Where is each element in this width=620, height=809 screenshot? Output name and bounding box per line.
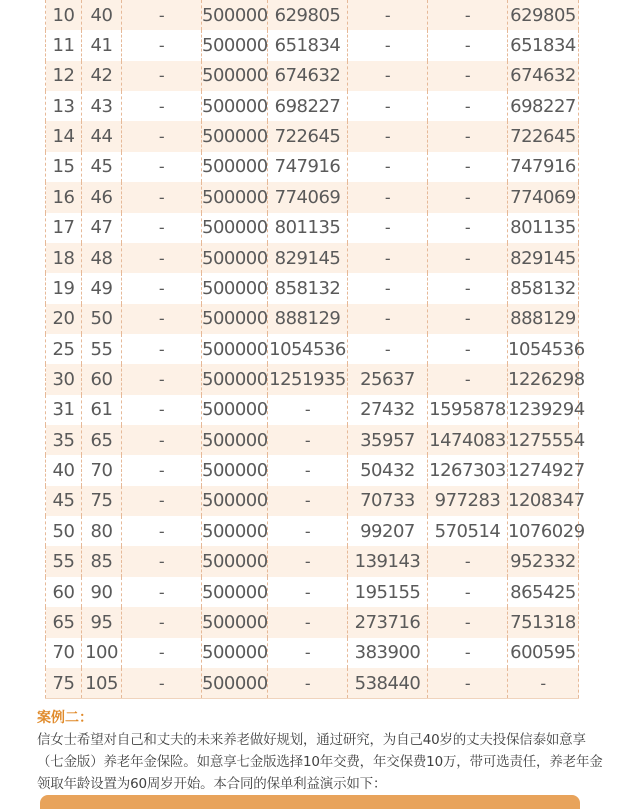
table-cell: 865425 (508, 577, 579, 607)
table-cell: 500000 (202, 91, 268, 121)
table-row (46, 213, 579, 243)
table-cell: 40 (46, 455, 82, 485)
table-cell: - (428, 364, 508, 394)
table-cell: - (122, 546, 202, 576)
table-cell: - (122, 243, 202, 273)
table-cell: 65 (46, 607, 82, 637)
table-row (46, 395, 579, 425)
table-cell: - (348, 182, 428, 212)
table-cell: 100 (82, 638, 122, 668)
table-cell: - (268, 425, 348, 455)
table-cell: - (122, 486, 202, 516)
table-cell: - (428, 638, 508, 668)
table-cell: 20 (46, 304, 82, 334)
table-cell: 99207 (348, 516, 428, 546)
table-cell: 888129 (508, 304, 579, 334)
table-cell: - (348, 152, 428, 182)
benefit-table-body (46, 0, 585, 699)
table-cell: 500000 (202, 455, 268, 485)
table-cell: 90 (82, 577, 122, 607)
table-cell: - (122, 0, 202, 30)
table-row (46, 30, 579, 60)
table-cell: 600595 (508, 638, 579, 668)
table-cell: 41 (82, 30, 122, 60)
table-cell: 500000 (202, 304, 268, 334)
table-cell: - (428, 607, 508, 637)
table-cell: 1474083 (428, 425, 508, 455)
table-cell: 14 (46, 121, 82, 151)
benefit-table (45, 0, 585, 699)
table-cell: - (268, 577, 348, 607)
table-cell: - (428, 0, 508, 30)
table-cell: 500000 (202, 364, 268, 394)
table-row (46, 516, 579, 546)
table-cell: 500000 (202, 425, 268, 455)
table-cell: 722645 (268, 121, 348, 151)
table-cell: - (122, 121, 202, 151)
table-cell: 11 (46, 30, 82, 60)
table-row (46, 638, 579, 668)
table-cell: 60 (46, 577, 82, 607)
table-cell: - (348, 0, 428, 30)
table-cell: - (348, 30, 428, 60)
table-cell: 1054536 (268, 334, 348, 364)
table-cell: - (122, 30, 202, 60)
table-cell: - (122, 455, 202, 485)
table-cell: - (348, 121, 428, 151)
table-row (46, 304, 579, 334)
table-cell: - (348, 61, 428, 91)
table-cell: 65 (82, 425, 122, 455)
table-cell: 500000 (202, 607, 268, 637)
table-cell: - (348, 273, 428, 303)
table-row (46, 486, 579, 516)
table-cell: 45 (82, 152, 122, 182)
table-cell: - (428, 61, 508, 91)
table-cell: 801135 (508, 213, 579, 243)
table-cell: 85 (82, 546, 122, 576)
case-section (37, 708, 603, 795)
table-cell: - (268, 638, 348, 668)
table-cell: 500000 (202, 516, 268, 546)
table-cell: 50432 (348, 455, 428, 485)
table-cell: 13 (46, 91, 82, 121)
table-row (46, 546, 579, 576)
table-cell: 698227 (508, 91, 579, 121)
table-cell: 1595878 (428, 395, 508, 425)
table-cell: 25637 (348, 364, 428, 394)
table-cell: 500000 (202, 121, 268, 151)
table-cell: 751318 (508, 607, 579, 637)
table-cell: - (268, 395, 348, 425)
table-cell: - (268, 668, 348, 699)
table-cell: 500000 (202, 61, 268, 91)
table-cell: 49 (82, 273, 122, 303)
table-cell: 774069 (268, 182, 348, 212)
table-cell: - (122, 213, 202, 243)
table-cell: - (122, 638, 202, 668)
table-cell: 95 (82, 607, 122, 637)
table-cell: - (122, 91, 202, 121)
table-cell: - (428, 121, 508, 151)
table-cell: - (122, 182, 202, 212)
table-cell: 1226298 (508, 364, 579, 394)
table-cell: 1251935 (268, 364, 348, 394)
table-cell: 651834 (508, 30, 579, 60)
table-cell: 25 (46, 334, 82, 364)
table-cell: - (428, 334, 508, 364)
table-cell: - (122, 61, 202, 91)
table-cell: 195155 (348, 577, 428, 607)
table-cell: 27432 (348, 395, 428, 425)
table-row (46, 364, 579, 394)
table-cell: 500000 (202, 0, 268, 30)
table-cell: - (348, 243, 428, 273)
table-row (46, 334, 579, 364)
table-cell: 1267303 (428, 455, 508, 485)
table-cell: 570514 (428, 516, 508, 546)
table-cell: 17 (46, 213, 82, 243)
table-cell: 500000 (202, 213, 268, 243)
table-cell: 31 (46, 395, 82, 425)
table-cell: - (122, 273, 202, 303)
table-cell: 651834 (268, 30, 348, 60)
table-cell: 47 (82, 213, 122, 243)
table-cell: - (428, 243, 508, 273)
table-cell: 19 (46, 273, 82, 303)
table-cell: 500000 (202, 182, 268, 212)
table-cell: 139143 (348, 546, 428, 576)
table-cell: 70 (46, 638, 82, 668)
table-cell: - (122, 152, 202, 182)
table-cell: - (122, 577, 202, 607)
table-cell: 538440 (348, 668, 428, 699)
table-row (46, 577, 579, 607)
table-cell: 70733 (348, 486, 428, 516)
table-cell: 500000 (202, 395, 268, 425)
table-cell: 18 (46, 243, 82, 273)
table-cell: - (428, 546, 508, 576)
table-cell: - (428, 30, 508, 60)
table-cell: - (268, 455, 348, 485)
table-row (46, 243, 579, 273)
table-row (46, 152, 579, 182)
table-cell: 747916 (268, 152, 348, 182)
table-cell: 858132 (508, 273, 579, 303)
table-cell: 500000 (202, 668, 268, 699)
table-cell: 977283 (428, 486, 508, 516)
table-cell: 500000 (202, 638, 268, 668)
table-cell: - (428, 213, 508, 243)
table-cell: 273716 (348, 607, 428, 637)
table-cell: - (428, 668, 508, 699)
table-cell: 1274927 (508, 455, 579, 485)
table-cell: 50 (82, 304, 122, 334)
table-cell: - (428, 152, 508, 182)
table-cell: 12 (46, 61, 82, 91)
table-cell: 43 (82, 91, 122, 121)
table-cell: 629805 (268, 0, 348, 30)
table-row (46, 0, 579, 30)
table-row (46, 425, 579, 455)
table-cell: 1239294 (508, 395, 579, 425)
table-cell: 952332 (508, 546, 579, 576)
table-cell: 747916 (508, 152, 579, 182)
table-cell: 629805 (508, 0, 579, 30)
table-cell: 801135 (268, 213, 348, 243)
table-cell: 55 (82, 334, 122, 364)
table-cell: 10 (46, 0, 82, 30)
table-row (46, 607, 579, 637)
table-cell: 774069 (508, 182, 579, 212)
table-cell: - (122, 304, 202, 334)
table-cell: 829145 (508, 243, 579, 273)
benefit-table-container (45, 0, 585, 699)
table-cell: 500000 (202, 546, 268, 576)
table-cell: 60 (82, 364, 122, 394)
table-cell: 15 (46, 152, 82, 182)
table-cell: - (268, 516, 348, 546)
case-title: 案例二： (37, 710, 93, 726)
table-cell: 105 (82, 668, 122, 699)
table-cell: - (268, 486, 348, 516)
table-cell: 722645 (508, 121, 579, 151)
table-cell: - (508, 668, 579, 699)
table-cell: 55 (46, 546, 82, 576)
table-row (46, 121, 579, 151)
table-cell: 500000 (202, 486, 268, 516)
table-cell: 1275554 (508, 425, 579, 455)
table-cell: 50 (46, 516, 82, 546)
table-cell: 829145 (268, 243, 348, 273)
table-cell: 674632 (268, 61, 348, 91)
table-cell: 75 (46, 668, 82, 699)
table-row (46, 61, 579, 91)
table-cell: - (428, 577, 508, 607)
table-cell: - (122, 668, 202, 699)
table-cell: - (348, 213, 428, 243)
table-cell: 888129 (268, 304, 348, 334)
table-cell: 500000 (202, 243, 268, 273)
table-row (46, 455, 579, 485)
table-cell: 1208347 (508, 486, 579, 516)
table-cell: 383900 (348, 638, 428, 668)
table-cell: - (268, 546, 348, 576)
table-cell: 75 (82, 486, 122, 516)
table-cell: 500000 (202, 273, 268, 303)
next-table-header-bar (40, 795, 580, 809)
table-cell: 1076029 (508, 516, 579, 546)
table-cell: 70 (82, 455, 122, 485)
table-cell: 40 (82, 0, 122, 30)
table-cell: 80 (82, 516, 122, 546)
table-cell: - (122, 334, 202, 364)
table-cell: 16 (46, 182, 82, 212)
table-cell: 35957 (348, 425, 428, 455)
table-cell: 500000 (202, 334, 268, 364)
table-row (46, 91, 579, 121)
table-cell: 45 (46, 486, 82, 516)
table-cell: - (122, 395, 202, 425)
table-cell: - (122, 607, 202, 637)
table-cell: 42 (82, 61, 122, 91)
table-cell: - (428, 91, 508, 121)
table-cell: 500000 (202, 152, 268, 182)
table-cell: 1054536 (508, 334, 579, 364)
table-row (46, 668, 579, 699)
table-cell: 61 (82, 395, 122, 425)
table-cell: - (348, 334, 428, 364)
table-cell: - (122, 516, 202, 546)
table-cell: - (428, 304, 508, 334)
table-cell: - (428, 182, 508, 212)
table-cell: 500000 (202, 30, 268, 60)
table-cell: 46 (82, 182, 122, 212)
table-cell: 35 (46, 425, 82, 455)
table-row (46, 182, 579, 212)
table-cell: 674632 (508, 61, 579, 91)
table-cell: - (268, 607, 348, 637)
table-cell: - (348, 91, 428, 121)
table-cell: 48 (82, 243, 122, 273)
table-row (46, 273, 579, 303)
table-cell: - (428, 273, 508, 303)
case-description: 信女士希望对自己和丈夫的未来养老做好规划，通过研究，为自己40岁的丈夫投保信泰如意享（七金版）养老年金保险。如意享七金版选择10年交费，年交保费10万，带可选责任，养老年金领取年龄设置为60周岁开始。本合同的保单利益演示如下： (37, 732, 603, 792)
table-cell: 30 (46, 364, 82, 394)
table-cell: 858132 (268, 273, 348, 303)
table-cell: 698227 (268, 91, 348, 121)
table-cell: 500000 (202, 577, 268, 607)
table-cell: 44 (82, 121, 122, 151)
table-cell: - (122, 425, 202, 455)
table-cell: - (122, 364, 202, 394)
table-cell: - (348, 304, 428, 334)
